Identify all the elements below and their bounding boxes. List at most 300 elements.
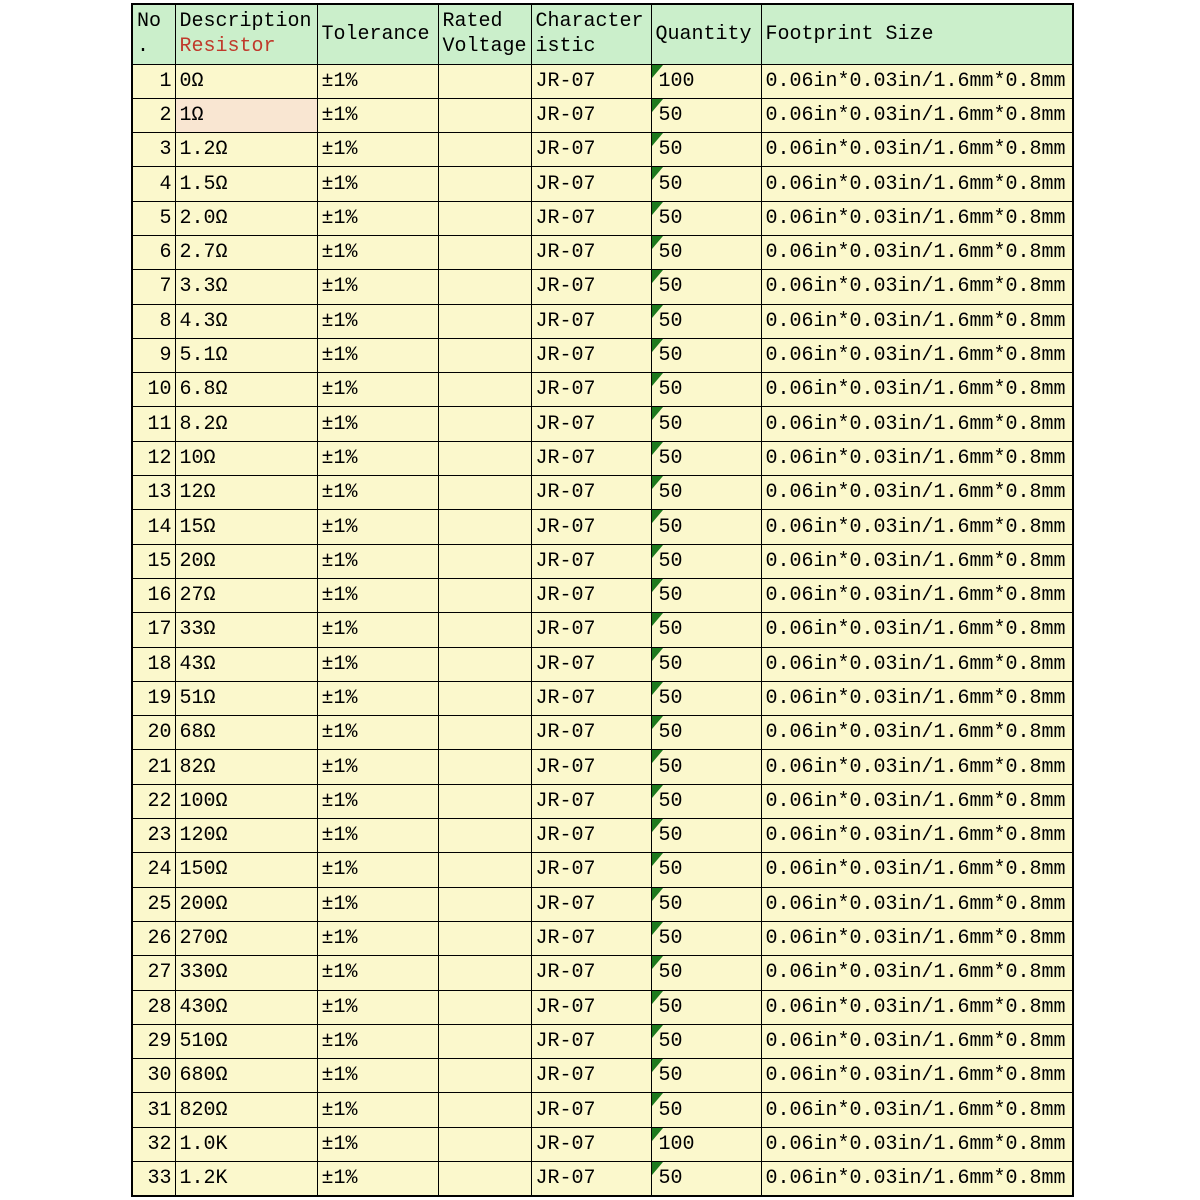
cell-quantity: 50	[651, 887, 761, 921]
cell-description: 330Ω	[175, 956, 317, 990]
table-row	[132, 1162, 1073, 1197]
cell-rated-voltage	[438, 1093, 531, 1127]
header-tolerance-label: Tolerance	[321, 22, 430, 46]
cell-description: 2.0Ω	[175, 201, 317, 235]
table-row	[132, 1127, 1073, 1161]
cell-quantity: 50	[651, 441, 761, 475]
cell-rated-voltage	[438, 133, 531, 167]
cell-rated-voltage	[438, 338, 531, 372]
cell-quantity: 50	[651, 578, 761, 612]
table-row	[132, 921, 1073, 955]
cell-quantity: 50	[651, 716, 761, 750]
cell-no: 1	[132, 64, 175, 98]
cell-characteristic: JR-07	[531, 819, 651, 853]
spec-table	[131, 3, 1074, 1197]
cell-tolerance: ±1%	[317, 476, 438, 510]
cell-footprint: 0.06in*0.03in/1.6mm*0.8mm	[761, 1093, 1073, 1127]
cell-rated-voltage	[438, 544, 531, 578]
cell-tolerance: ±1%	[317, 407, 438, 441]
cell-quantity: 50	[651, 681, 761, 715]
cell-quantity: 50	[651, 647, 761, 681]
cell-description: 680Ω	[175, 1059, 317, 1093]
header-characteristic	[531, 4, 651, 64]
cell-no: 24	[132, 853, 175, 887]
cell-characteristic: JR-07	[531, 407, 651, 441]
header-quantity-label: Quantity	[655, 22, 752, 46]
cell-tolerance: ±1%	[317, 887, 438, 921]
cell-tolerance: ±1%	[317, 613, 438, 647]
cell-description: 6.8Ω	[175, 373, 317, 407]
table-row	[132, 716, 1073, 750]
table-row	[132, 64, 1073, 98]
cell-no: 29	[132, 1024, 175, 1058]
flag-triangle-icon	[652, 888, 663, 901]
cell-characteristic: JR-07	[531, 784, 651, 818]
cell-quantity: 50	[651, 784, 761, 818]
cell-quantity: 50	[651, 853, 761, 887]
cell-no: 19	[132, 681, 175, 715]
cell-rated-voltage	[438, 681, 531, 715]
table-row	[132, 819, 1073, 853]
table-body	[132, 64, 1073, 1196]
cell-footprint: 0.06in*0.03in/1.6mm*0.8mm	[761, 133, 1073, 167]
cell-rated-voltage	[438, 441, 531, 475]
cell-characteristic: JR-07	[531, 441, 651, 475]
flag-triangle-icon	[652, 1025, 663, 1038]
flag-triangle-icon	[652, 716, 663, 729]
flag-triangle-icon	[652, 236, 663, 249]
table-row	[132, 578, 1073, 612]
cell-tolerance: ±1%	[317, 235, 438, 269]
cell-footprint: 0.06in*0.03in/1.6mm*0.8mm	[761, 441, 1073, 475]
flag-triangle-icon	[652, 270, 663, 283]
table-row	[132, 510, 1073, 544]
cell-quantity: 50	[651, 750, 761, 784]
cell-description: 33Ω	[175, 613, 317, 647]
cell-description: 5.1Ω	[175, 338, 317, 372]
cell-rated-voltage	[438, 476, 531, 510]
cell-characteristic: JR-07	[531, 716, 651, 750]
cell-characteristic: JR-07	[531, 167, 651, 201]
flag-triangle-icon	[652, 785, 663, 798]
flag-triangle-icon	[652, 305, 663, 318]
cell-no: 28	[132, 990, 175, 1024]
cell-footprint: 0.06in*0.03in/1.6mm*0.8mm	[761, 373, 1073, 407]
header-row	[132, 4, 1073, 64]
cell-rated-voltage	[438, 1059, 531, 1093]
cell-description: 1Ω	[175, 98, 317, 132]
table-row	[132, 784, 1073, 818]
header-no-line1: No	[137, 10, 162, 34]
cell-description: 430Ω	[175, 990, 317, 1024]
cell-no: 21	[132, 750, 175, 784]
cell-rated-voltage	[438, 750, 531, 784]
cell-footprint: 0.06in*0.03in/1.6mm*0.8mm	[761, 887, 1073, 921]
cell-no: 9	[132, 338, 175, 372]
cell-quantity: 50	[651, 201, 761, 235]
cell-tolerance: ±1%	[317, 716, 438, 750]
cell-characteristic: JR-07	[531, 647, 651, 681]
header-rated-voltage-line2: Voltage	[442, 35, 527, 59]
cell-footprint: 0.06in*0.03in/1.6mm*0.8mm	[761, 544, 1073, 578]
cell-characteristic: JR-07	[531, 956, 651, 990]
cell-description: 270Ω	[175, 921, 317, 955]
flag-triangle-icon	[652, 579, 663, 592]
cell-no: 15	[132, 544, 175, 578]
flag-triangle-icon	[652, 1093, 663, 1106]
cell-description: 100Ω	[175, 784, 317, 818]
cell-footprint: 0.06in*0.03in/1.6mm*0.8mm	[761, 956, 1073, 990]
header-characteristic-line1: Character	[535, 10, 644, 34]
cell-no: 25	[132, 887, 175, 921]
cell-footprint: 0.06in*0.03in/1.6mm*0.8mm	[761, 167, 1073, 201]
cell-no: 31	[132, 1093, 175, 1127]
cell-rated-voltage	[438, 716, 531, 750]
cell-footprint: 0.06in*0.03in/1.6mm*0.8mm	[761, 476, 1073, 510]
cell-no: 27	[132, 956, 175, 990]
cell-no: 33	[132, 1162, 175, 1197]
cell-characteristic: JR-07	[531, 270, 651, 304]
table-row	[132, 304, 1073, 338]
cell-footprint: 0.06in*0.03in/1.6mm*0.8mm	[761, 1059, 1073, 1093]
cell-description: 27Ω	[175, 578, 317, 612]
header-description-label: Description	[179, 10, 312, 34]
cell-tolerance: ±1%	[317, 510, 438, 544]
cell-tolerance: ±1%	[317, 784, 438, 818]
cell-description: 68Ω	[175, 716, 317, 750]
cell-characteristic: JR-07	[531, 613, 651, 647]
cell-tolerance: ±1%	[317, 1127, 438, 1161]
cell-no: 32	[132, 1127, 175, 1161]
cell-no: 26	[132, 921, 175, 955]
cell-description: 120Ω	[175, 819, 317, 853]
cell-no: 12	[132, 441, 175, 475]
flag-triangle-icon	[652, 510, 663, 523]
table-row	[132, 647, 1073, 681]
cell-footprint: 0.06in*0.03in/1.6mm*0.8mm	[761, 201, 1073, 235]
cell-footprint: 0.06in*0.03in/1.6mm*0.8mm	[761, 647, 1073, 681]
cell-tolerance: ±1%	[317, 544, 438, 578]
cell-tolerance: ±1%	[317, 921, 438, 955]
cell-quantity: 50	[651, 819, 761, 853]
cell-description: 3.3Ω	[175, 270, 317, 304]
cell-tolerance: ±1%	[317, 853, 438, 887]
table-row	[132, 544, 1073, 578]
cell-rated-voltage	[438, 201, 531, 235]
cell-tolerance: ±1%	[317, 956, 438, 990]
cell-footprint: 0.06in*0.03in/1.6mm*0.8mm	[761, 64, 1073, 98]
cell-quantity: 50	[651, 476, 761, 510]
cell-quantity: 50	[651, 235, 761, 269]
table-row	[132, 133, 1073, 167]
cell-quantity: 50	[651, 1024, 761, 1058]
cell-rated-voltage	[438, 98, 531, 132]
cell-rated-voltage	[438, 578, 531, 612]
cell-quantity: 50	[651, 133, 761, 167]
cell-quantity: 50	[651, 1059, 761, 1093]
cell-description: 0Ω	[175, 64, 317, 98]
cell-quantity: 50	[651, 1093, 761, 1127]
cell-no: 3	[132, 133, 175, 167]
flag-triangle-icon	[652, 202, 663, 215]
cell-footprint: 0.06in*0.03in/1.6mm*0.8mm	[761, 990, 1073, 1024]
cell-description: 820Ω	[175, 1093, 317, 1127]
cell-characteristic: JR-07	[531, 338, 651, 372]
cell-quantity: 50	[651, 407, 761, 441]
cell-footprint: 0.06in*0.03in/1.6mm*0.8mm	[761, 98, 1073, 132]
cell-rated-voltage	[438, 1162, 531, 1197]
cell-quantity: 100	[651, 1127, 761, 1161]
cell-rated-voltage	[438, 990, 531, 1024]
cell-quantity: 50	[651, 990, 761, 1024]
cell-footprint: 0.06in*0.03in/1.6mm*0.8mm	[761, 750, 1073, 784]
cell-rated-voltage	[438, 407, 531, 441]
cell-description: 82Ω	[175, 750, 317, 784]
table-row	[132, 1024, 1073, 1058]
cell-description: 1.0K	[175, 1127, 317, 1161]
cell-quantity: 50	[651, 956, 761, 990]
cell-rated-voltage	[438, 373, 531, 407]
cell-no: 5	[132, 201, 175, 235]
cell-rated-voltage	[438, 510, 531, 544]
cell-description: 15Ω	[175, 510, 317, 544]
cell-description: 2.7Ω	[175, 235, 317, 269]
table-row	[132, 235, 1073, 269]
table-row	[132, 201, 1073, 235]
flag-triangle-icon	[652, 1059, 663, 1072]
cell-tolerance: ±1%	[317, 681, 438, 715]
header-description-subtitle: Resistor	[179, 35, 276, 59]
cell-tolerance: ±1%	[317, 133, 438, 167]
cell-tolerance: ±1%	[317, 1024, 438, 1058]
flag-triangle-icon	[652, 991, 663, 1004]
cell-footprint: 0.06in*0.03in/1.6mm*0.8mm	[761, 270, 1073, 304]
table-row	[132, 887, 1073, 921]
cell-characteristic: JR-07	[531, 1093, 651, 1127]
flag-triangle-icon	[652, 853, 663, 866]
flag-triangle-icon	[652, 476, 663, 489]
cell-characteristic: JR-07	[531, 1127, 651, 1161]
cell-no: 7	[132, 270, 175, 304]
cell-characteristic: JR-07	[531, 990, 651, 1024]
cell-quantity: 50	[651, 544, 761, 578]
table-row	[132, 1059, 1073, 1093]
header-quantity	[651, 4, 761, 64]
cell-rated-voltage	[438, 270, 531, 304]
cell-tolerance: ±1%	[317, 338, 438, 372]
table-header	[132, 4, 1073, 64]
cell-quantity: 50	[651, 373, 761, 407]
header-tolerance	[317, 4, 438, 64]
cell-characteristic: JR-07	[531, 1162, 651, 1197]
cell-rated-voltage	[438, 64, 531, 98]
cell-characteristic: JR-07	[531, 510, 651, 544]
cell-quantity: 50	[651, 338, 761, 372]
flag-triangle-icon	[652, 956, 663, 969]
cell-tolerance: ±1%	[317, 750, 438, 784]
cell-no: 16	[132, 578, 175, 612]
cell-description: 150Ω	[175, 853, 317, 887]
cell-rated-voltage	[438, 235, 531, 269]
header-footprint-label: Footprint Size	[765, 22, 934, 46]
cell-description: 10Ω	[175, 441, 317, 475]
cell-rated-voltage	[438, 167, 531, 201]
cell-no: 13	[132, 476, 175, 510]
cell-rated-voltage	[438, 1024, 531, 1058]
cell-no: 6	[132, 235, 175, 269]
cell-rated-voltage	[438, 304, 531, 338]
flag-triangle-icon	[652, 1162, 663, 1175]
cell-description: 1.5Ω	[175, 167, 317, 201]
table-row	[132, 990, 1073, 1024]
cell-rated-voltage	[438, 819, 531, 853]
header-rated-voltage-line1: Rated	[442, 10, 503, 34]
cell-characteristic: JR-07	[531, 1059, 651, 1093]
cell-footprint: 0.06in*0.03in/1.6mm*0.8mm	[761, 716, 1073, 750]
cell-footprint: 0.06in*0.03in/1.6mm*0.8mm	[761, 235, 1073, 269]
cell-rated-voltage	[438, 887, 531, 921]
cell-no: 11	[132, 407, 175, 441]
cell-description: 43Ω	[175, 647, 317, 681]
flag-triangle-icon	[652, 373, 663, 386]
cell-description: 8.2Ω	[175, 407, 317, 441]
cell-footprint: 0.06in*0.03in/1.6mm*0.8mm	[761, 304, 1073, 338]
header-rated-voltage	[438, 4, 531, 64]
flag-triangle-icon	[652, 339, 663, 352]
flag-triangle-icon	[652, 613, 663, 626]
cell-rated-voltage	[438, 853, 531, 887]
cell-characteristic: JR-07	[531, 1024, 651, 1058]
cell-description: 20Ω	[175, 544, 317, 578]
resistor-spec-table	[131, 3, 1074, 1197]
flag-triangle-icon	[652, 65, 663, 78]
cell-characteristic: JR-07	[531, 853, 651, 887]
flag-triangle-icon	[652, 545, 663, 558]
cell-no: 17	[132, 613, 175, 647]
cell-characteristic: JR-07	[531, 681, 651, 715]
header-no	[132, 4, 175, 64]
cell-characteristic: JR-07	[531, 201, 651, 235]
cell-characteristic: JR-07	[531, 64, 651, 98]
table-row	[132, 441, 1073, 475]
cell-rated-voltage	[438, 1127, 531, 1161]
flag-triangle-icon	[652, 167, 663, 180]
flag-triangle-icon	[652, 819, 663, 832]
table-row	[132, 681, 1073, 715]
cell-no: 20	[132, 716, 175, 750]
cell-no: 18	[132, 647, 175, 681]
cell-tolerance: ±1%	[317, 1162, 438, 1197]
cell-tolerance: ±1%	[317, 98, 438, 132]
cell-characteristic: JR-07	[531, 921, 651, 955]
cell-description: 1.2K	[175, 1162, 317, 1197]
cell-tolerance: ±1%	[317, 990, 438, 1024]
cell-tolerance: ±1%	[317, 1093, 438, 1127]
cell-tolerance: ±1%	[317, 201, 438, 235]
cell-rated-voltage	[438, 921, 531, 955]
cell-rated-voltage	[438, 647, 531, 681]
cell-characteristic: JR-07	[531, 373, 651, 407]
cell-rated-voltage	[438, 956, 531, 990]
cell-tolerance: ±1%	[317, 578, 438, 612]
cell-quantity: 50	[651, 1162, 761, 1197]
table-row	[132, 338, 1073, 372]
table-row	[132, 1093, 1073, 1127]
table-row	[132, 270, 1073, 304]
table-row	[132, 407, 1073, 441]
cell-tolerance: ±1%	[317, 819, 438, 853]
cell-characteristic: JR-07	[531, 578, 651, 612]
cell-rated-voltage	[438, 784, 531, 818]
header-no-line2: .	[137, 35, 150, 59]
cell-description: 51Ω	[175, 681, 317, 715]
cell-quantity: 50	[651, 304, 761, 338]
header-characteristic-line2: istic	[535, 35, 596, 59]
table-row	[132, 167, 1073, 201]
cell-characteristic: JR-07	[531, 476, 651, 510]
cell-tolerance: ±1%	[317, 441, 438, 475]
cell-footprint: 0.06in*0.03in/1.6mm*0.8mm	[761, 819, 1073, 853]
cell-no: 23	[132, 819, 175, 853]
cell-characteristic: JR-07	[531, 544, 651, 578]
flag-triangle-icon	[652, 442, 663, 455]
flag-triangle-icon	[652, 682, 663, 695]
cell-tolerance: ±1%	[317, 1059, 438, 1093]
cell-characteristic: JR-07	[531, 98, 651, 132]
flag-triangle-icon	[652, 1128, 663, 1141]
cell-characteristic: JR-07	[531, 133, 651, 167]
cell-footprint: 0.06in*0.03in/1.6mm*0.8mm	[761, 1162, 1073, 1197]
header-description	[175, 4, 317, 64]
cell-quantity: 100	[651, 64, 761, 98]
flag-triangle-icon	[652, 407, 663, 420]
cell-footprint: 0.06in*0.03in/1.6mm*0.8mm	[761, 921, 1073, 955]
cell-description: 200Ω	[175, 887, 317, 921]
table-row	[132, 373, 1073, 407]
table-row	[132, 98, 1073, 132]
cell-footprint: 0.06in*0.03in/1.6mm*0.8mm	[761, 338, 1073, 372]
cell-footprint: 0.06in*0.03in/1.6mm*0.8mm	[761, 853, 1073, 887]
table-row	[132, 956, 1073, 990]
cell-footprint: 0.06in*0.03in/1.6mm*0.8mm	[761, 578, 1073, 612]
cell-characteristic: JR-07	[531, 304, 651, 338]
cell-quantity: 50	[651, 613, 761, 647]
cell-tolerance: ±1%	[317, 167, 438, 201]
cell-no: 8	[132, 304, 175, 338]
cell-characteristic: JR-07	[531, 235, 651, 269]
cell-footprint: 0.06in*0.03in/1.6mm*0.8mm	[761, 784, 1073, 818]
cell-no: 2	[132, 98, 175, 132]
cell-quantity: 50	[651, 98, 761, 132]
cell-tolerance: ±1%	[317, 270, 438, 304]
table-row	[132, 853, 1073, 887]
cell-tolerance: ±1%	[317, 647, 438, 681]
cell-footprint: 0.06in*0.03in/1.6mm*0.8mm	[761, 1024, 1073, 1058]
cell-no: 10	[132, 373, 175, 407]
cell-description: 1.2Ω	[175, 133, 317, 167]
table-row	[132, 476, 1073, 510]
flag-triangle-icon	[652, 750, 663, 763]
cell-quantity: 50	[651, 921, 761, 955]
table-row	[132, 613, 1073, 647]
cell-footprint: 0.06in*0.03in/1.6mm*0.8mm	[761, 613, 1073, 647]
cell-quantity: 50	[651, 167, 761, 201]
cell-characteristic: JR-07	[531, 887, 651, 921]
flag-triangle-icon	[652, 648, 663, 661]
flag-triangle-icon	[652, 922, 663, 935]
cell-rated-voltage	[438, 613, 531, 647]
cell-description: 12Ω	[175, 476, 317, 510]
